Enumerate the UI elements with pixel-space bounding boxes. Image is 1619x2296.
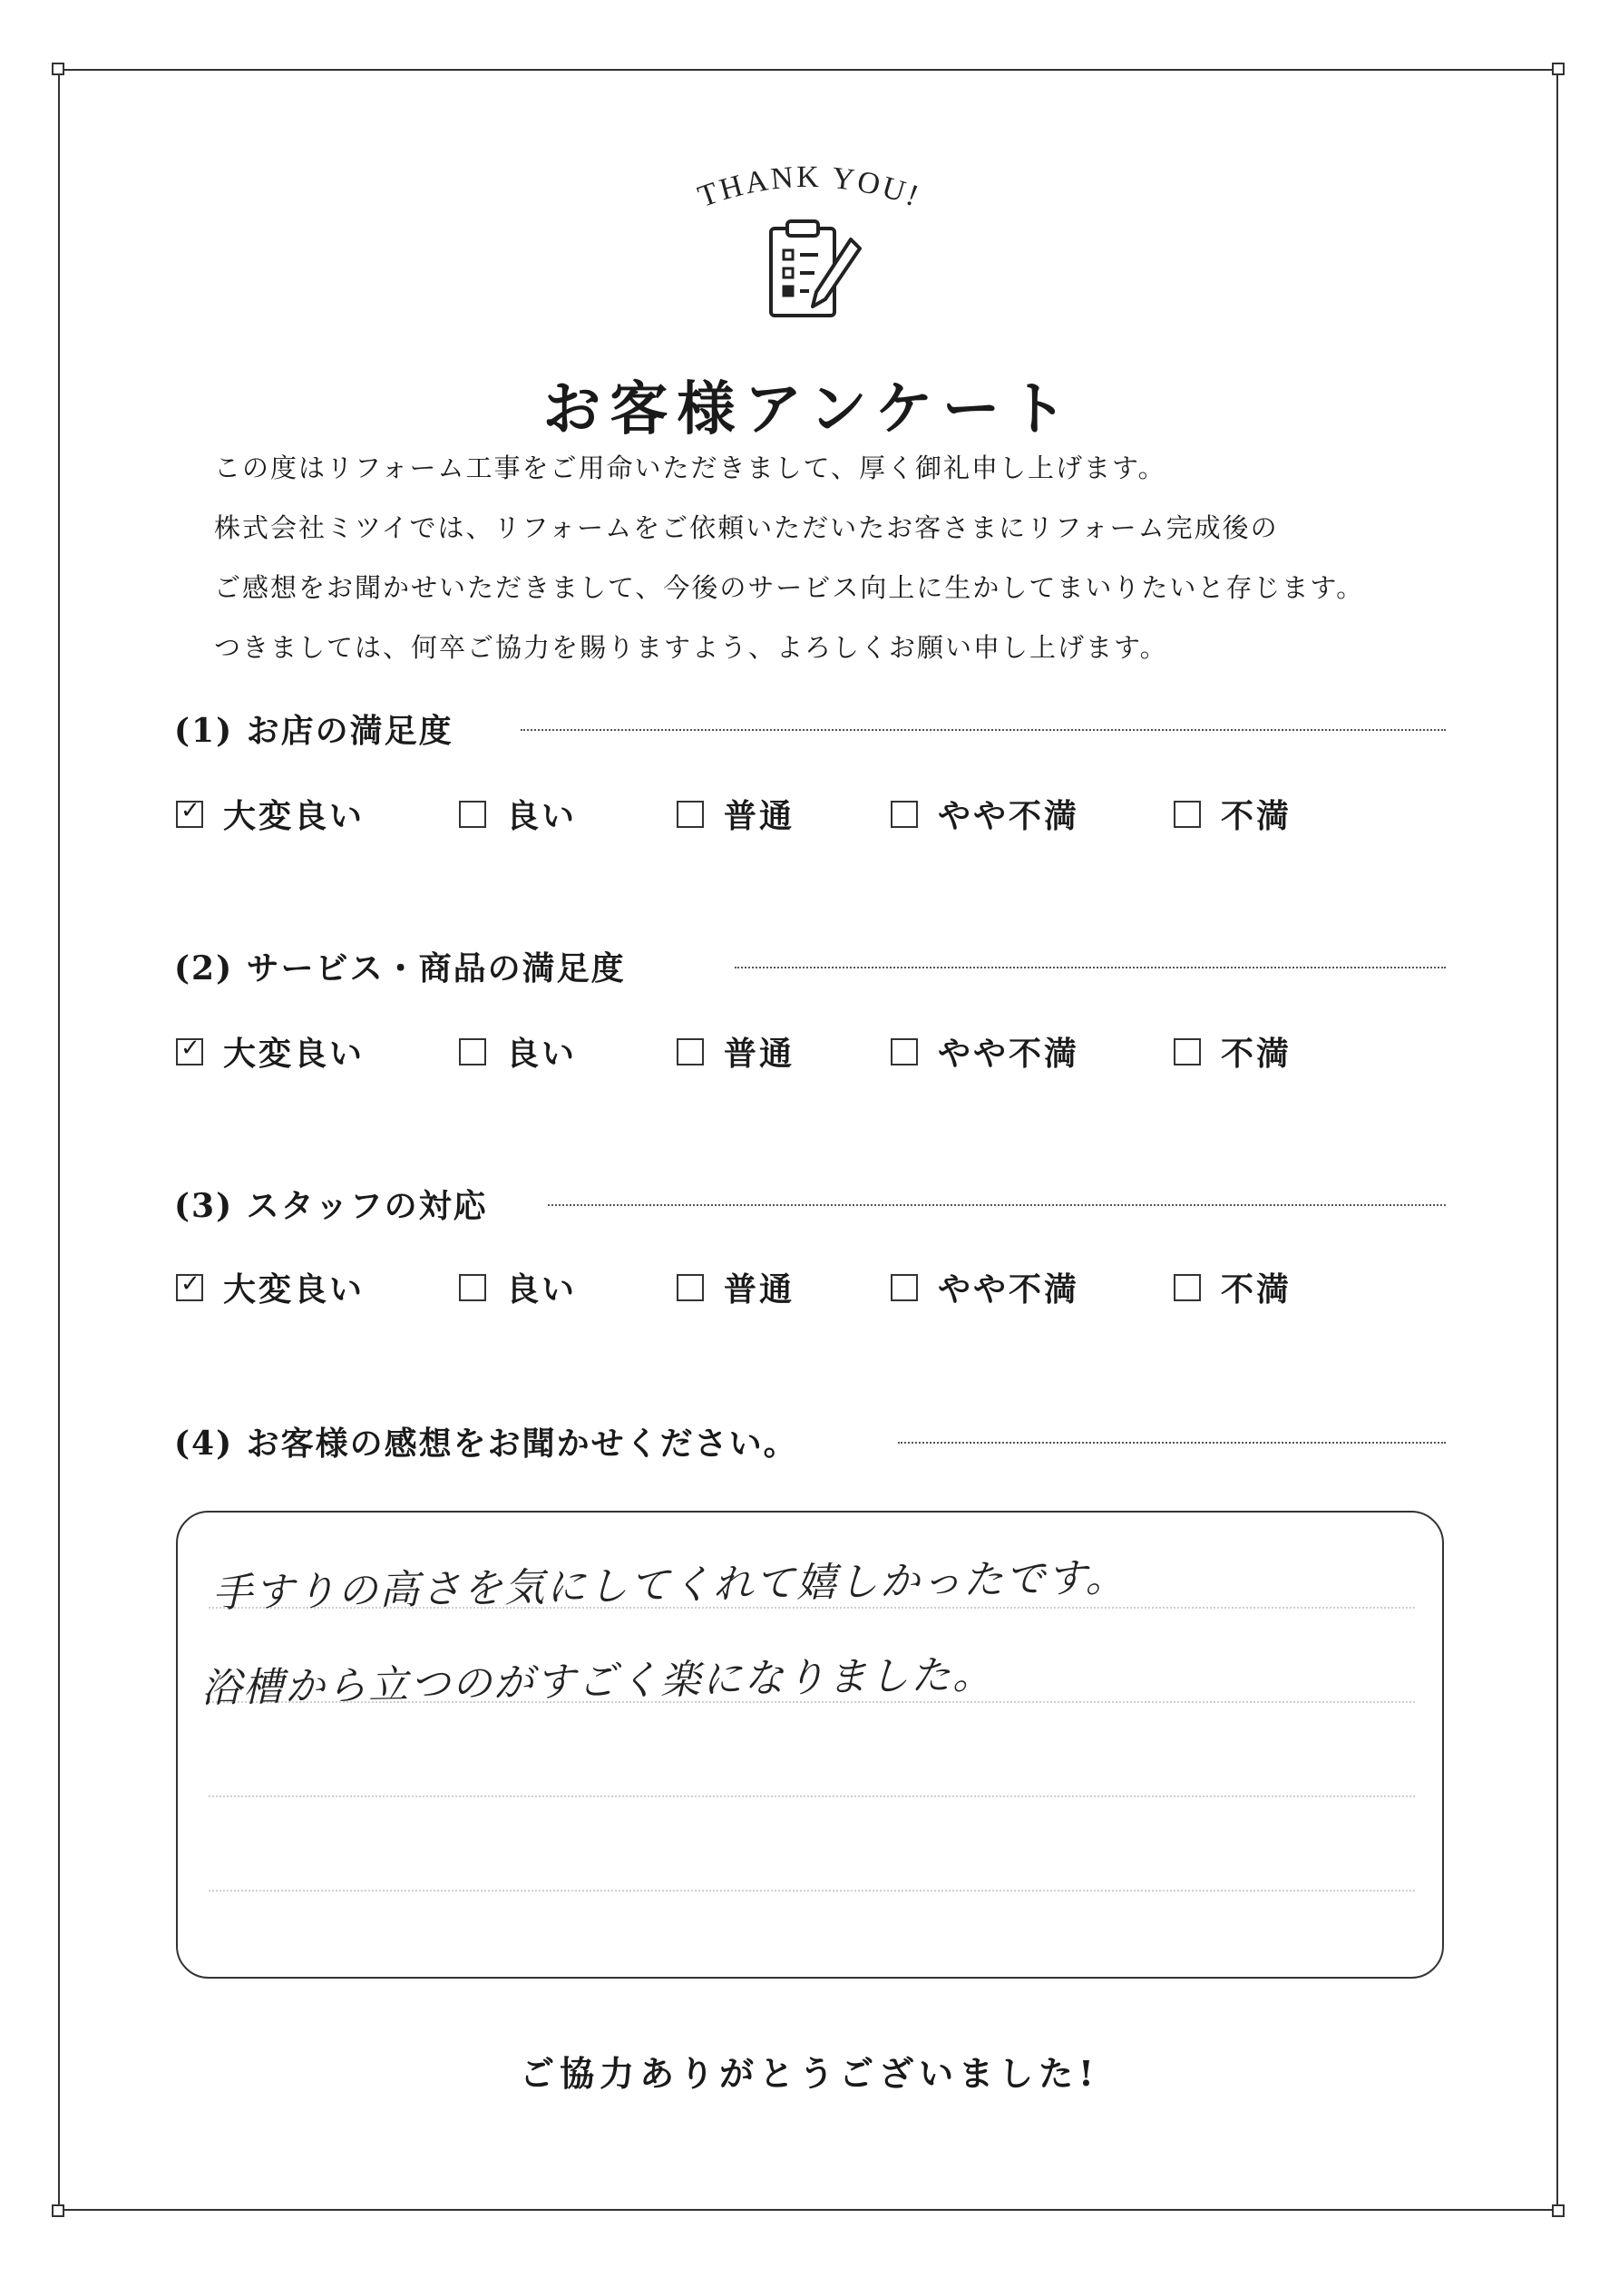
- q1-option-very-good[interactable]: [176, 791, 365, 837]
- q1-option-dissatisfied[interactable]: [1174, 791, 1292, 837]
- checkbox[interactable]: [1174, 1038, 1201, 1065]
- option-label: 不満: [1221, 1035, 1292, 1073]
- corner-marker-bottom-right: [1552, 2204, 1565, 2217]
- checkbox[interactable]: [677, 1274, 704, 1301]
- check-mark-icon: ✓: [180, 1270, 203, 1298]
- q2-option-good[interactable]: [459, 1028, 577, 1075]
- question-3-title: (3) スタッフの対応: [174, 1187, 488, 1225]
- check-mark-icon: ✓: [180, 1034, 203, 1062]
- checkbox[interactable]: [176, 796, 203, 828]
- intro-line-2: 株式会社ミツイでは、リフォームをご依頼いただいたお客さまにリフォーム完成後の: [214, 512, 1279, 543]
- page-title: お客様アンケート: [542, 375, 1077, 443]
- corner-marker-top-right: [1552, 63, 1565, 75]
- checkbox[interactable]: [176, 1270, 203, 1301]
- checkbox[interactable]: [1174, 801, 1201, 828]
- checkbox[interactable]: [677, 801, 704, 828]
- corner-marker-bottom-left: [52, 2204, 64, 2217]
- q1-option-average[interactable]: [677, 791, 795, 837]
- handwritten-comment-line-1: 手すりの高さを気にしてくれて嬉しかったです。: [211, 1554, 1127, 1617]
- intro-line-4: つきましては、何卒ご協力を賜りますよう、よろしくお願い申し上げます。: [214, 632, 1168, 663]
- option-label: 不満: [1221, 797, 1292, 835]
- option-label: 普通: [724, 1270, 795, 1309]
- question-4-title: (4) お客様の感想をお聞かせください。: [174, 1425, 798, 1463]
- option-label: 良い: [506, 1035, 578, 1073]
- q1-option-somewhat-dissatisfied[interactable]: [891, 791, 1079, 837]
- checkbox[interactable]: [459, 801, 486, 828]
- option-label: 大変良い: [223, 1035, 366, 1073]
- checkbox[interactable]: [677, 1038, 704, 1065]
- intro-line-1: この度はリフォーム工事をご用命いただきまして、厚く御礼申し上げます。: [214, 452, 1166, 483]
- q1-option-good[interactable]: [459, 791, 577, 837]
- question-3-leader: [548, 1204, 1446, 1206]
- checkbox[interactable]: [891, 1038, 918, 1065]
- q2-option-dissatisfied[interactable]: [1174, 1028, 1292, 1075]
- question-1-title: (1) お店の満足度: [174, 712, 454, 750]
- intro-line-3: ご感想をお聞かせいただきまして、今後のサービス向上に生かしてまいりたいと存じます。: [214, 572, 1365, 603]
- checkbox[interactable]: [1174, 1274, 1201, 1301]
- corner-marker-top-left: [52, 63, 64, 75]
- option-label: 不満: [1221, 1270, 1292, 1309]
- q3-option-very-good[interactable]: [176, 1264, 365, 1310]
- option-label: 普通: [724, 1035, 795, 1073]
- comment-guide-line-3: [209, 1795, 1415, 1797]
- option-label: 普通: [724, 797, 795, 835]
- clipboard-pencil-icon: [762, 216, 862, 325]
- checkbox[interactable]: [459, 1038, 486, 1065]
- check-mark-icon: ✓: [180, 796, 203, 824]
- thank-you-text: THANK YOU!: [694, 160, 926, 215]
- checkbox[interactable]: [891, 801, 918, 828]
- option-label: 良い: [506, 797, 578, 835]
- question-2-leader: [735, 967, 1446, 968]
- q3-option-dissatisfied[interactable]: [1174, 1264, 1292, 1310]
- checkbox[interactable]: [459, 1274, 486, 1301]
- q2-option-average[interactable]: [677, 1028, 795, 1075]
- option-label: 良い: [506, 1270, 578, 1309]
- question-2-title: (2) サービス・商品の満足度: [174, 949, 626, 987]
- q3-option-average[interactable]: [677, 1264, 795, 1310]
- thank-you-heading: [0, 127, 1619, 227]
- option-label: 大変良い: [223, 797, 366, 835]
- svg-text:THANK YOU!: [694, 161, 925, 214]
- option-label: やや不満: [938, 1035, 1080, 1073]
- q2-option-very-good[interactable]: [176, 1028, 365, 1075]
- closing-message: ご協力ありがとうございました!: [520, 2053, 1099, 2094]
- q2-option-somewhat-dissatisfied[interactable]: [891, 1028, 1079, 1075]
- option-label: やや不満: [938, 797, 1080, 835]
- handwritten-comment-line-2: 浴槽から立つのがすごく楽になりました。: [200, 1651, 995, 1712]
- q3-option-good[interactable]: [459, 1264, 577, 1310]
- checkbox[interactable]: [891, 1274, 918, 1301]
- question-4-leader: [898, 1442, 1446, 1444]
- q3-option-somewhat-dissatisfied[interactable]: [891, 1264, 1079, 1310]
- checkbox[interactable]: [176, 1034, 203, 1065]
- comment-guide-line-4: [209, 1890, 1415, 1892]
- option-label: 大変良い: [223, 1270, 366, 1309]
- option-label: やや不満: [938, 1270, 1080, 1309]
- question-1-leader: [521, 729, 1446, 731]
